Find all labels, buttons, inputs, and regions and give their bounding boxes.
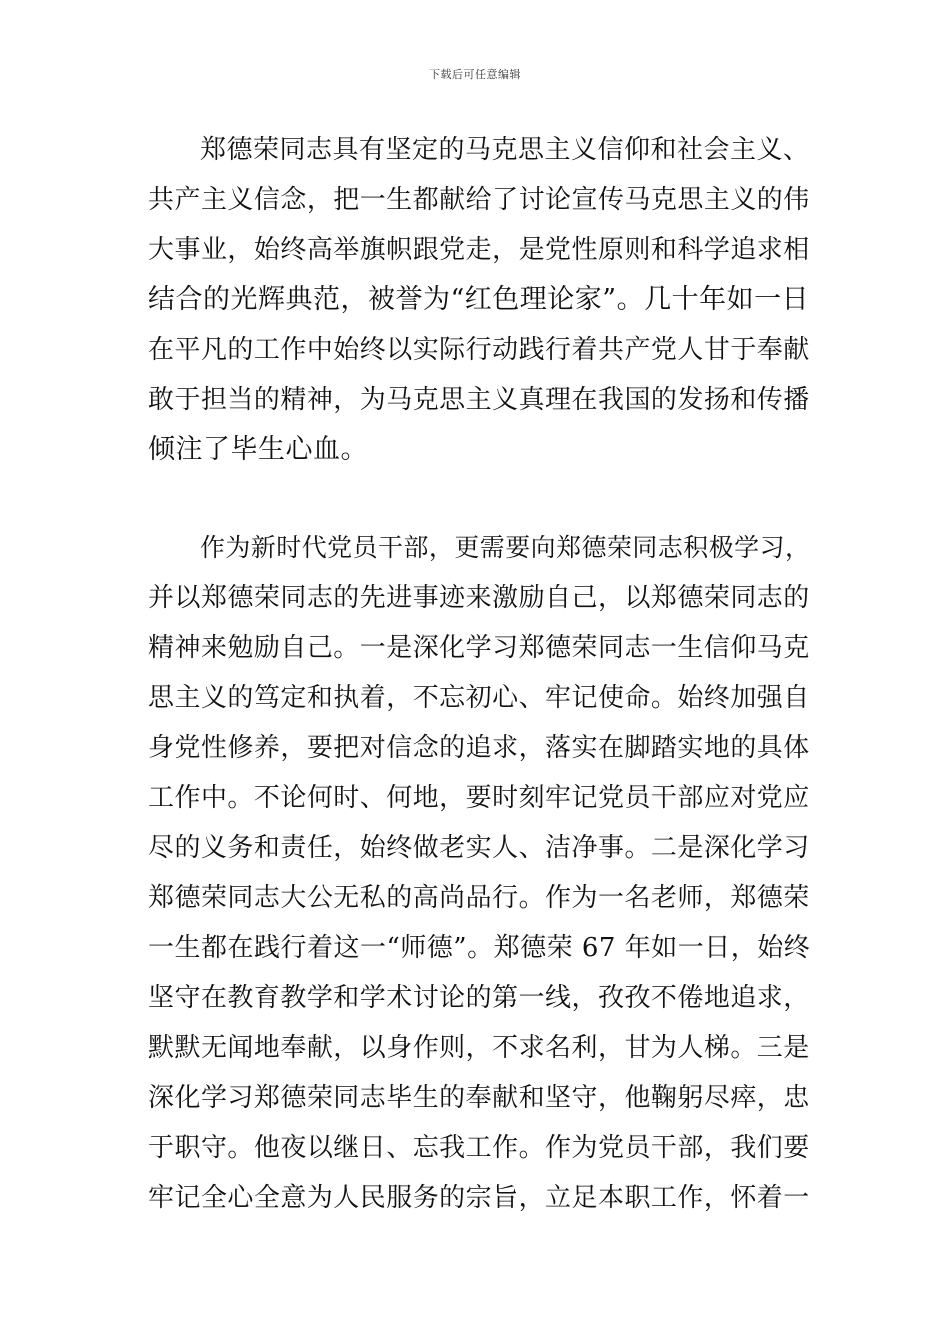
paragraph-line: 大事业，始终高举旗帜跟党走，是党性原则和科学追求相 — [148, 235, 810, 265]
paragraph-line: 工作中。不论何时、何地，要时刻牢记党员干部应对党应 — [148, 783, 810, 813]
paragraph-line: 坚守在教育教学和学术讨论的第一线，孜孜不倦地追求， — [148, 983, 810, 1013]
paragraph-line: 郑德荣同志具有坚定的马克思主义信仰和社会主义、 — [200, 135, 810, 165]
paragraph-line: 郑德荣同志大公无私的高尚品行。作为一名老师，郑德荣 — [148, 883, 810, 913]
paragraph-line: 于职守。他夜以继日、忘我工作。作为党员干部，我们要 — [148, 1133, 810, 1163]
paragraph-line: 尽的义务和责任，始终做老实人、洁净事。二是深化学习 — [148, 833, 810, 863]
paragraph-line: 身党性修养，要把对信念的追求，落实在脚踏实地的具体 — [148, 733, 810, 763]
paragraph-line: 并以郑德荣同志的先进事迹来激励自己，以郑德荣同志的 — [148, 583, 810, 613]
paragraph-line: 在平凡的工作中始终以实际行动践行着共产党人甘于奉献 — [148, 335, 810, 365]
paragraph-line: 思主义的笃定和执着，不忘初心、牢记使命。始终加强自 — [148, 683, 810, 713]
paragraph-line: 结合的光辉典范，被誉为“红色理论家”。几十年如一日 — [148, 284, 810, 315]
paragraph-line: 敢于担当的精神，为马克思主义真理在我国的发扬和传播 — [148, 385, 810, 415]
paragraph-line: 深化学习郑德荣同志毕生的奉献和坚守，他鞠躬尽瘁，忠 — [148, 1083, 810, 1113]
paragraph-line: 一生都在践行着这一“师德”。郑德荣 67 年如一日，始终 — [148, 933, 811, 963]
paragraph-line: 倾注了毕生心血。 — [148, 434, 368, 465]
paragraph-line: 共产主义信念，把一生都献给了讨论宣传马克思主义的伟 — [148, 185, 810, 215]
paragraph-line: 精神来勉励自己。一是深化学习郑德荣同志一生信仰马克 — [148, 633, 810, 663]
page-header: 下载后可任意编辑 — [429, 68, 521, 81]
paragraph-line: 默默无闻地奉献，以身作则，不求名利，甘为人梯。三是 — [148, 1033, 810, 1063]
paragraph-line: 牢记全心全意为人民服务的宗旨，立足本职工作，怀着一 — [148, 1183, 810, 1213]
paragraph-line: 作为新时代党员干部，更需要向郑德荣同志积极学习， — [200, 533, 811, 562]
